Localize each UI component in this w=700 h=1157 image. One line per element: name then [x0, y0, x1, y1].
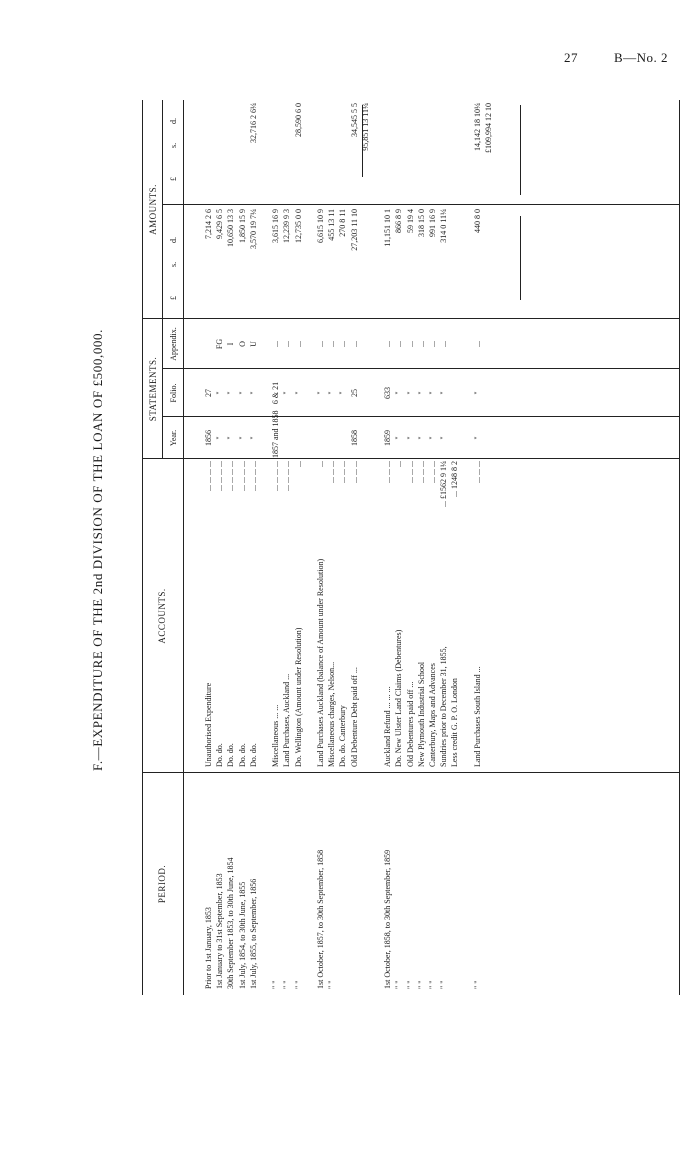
cell-year: 1858: [349, 430, 359, 446]
cell-account: Do. do.: [248, 743, 258, 767]
cell-folio: ": [293, 391, 303, 395]
cell-account: Land Purchases, Auckland ...: [282, 673, 292, 767]
cell-folio: ": [428, 391, 437, 395]
cell-folio: ": [282, 391, 292, 395]
cell-a1: 11,151 10 1: [383, 209, 393, 247]
cell-a1: 59 19 4: [405, 209, 415, 233]
cell-account: Less credit G. P. O. London: [450, 678, 460, 767]
cell-dots: ...: [316, 461, 325, 467]
cell-year: ": [215, 436, 225, 440]
cell-dots: ...: [293, 461, 303, 467]
cell-appendix: ...: [338, 341, 348, 347]
cell-period: " ": [293, 980, 303, 989]
table-row: [371, 100, 382, 995]
cell-account: Auckland Refund ... ... ...: [383, 686, 393, 767]
cell-dots: ... ... ...: [416, 461, 426, 483]
cell-period: Prior to 1st January, 1853: [204, 907, 213, 989]
cell-appendix: ...: [428, 341, 437, 347]
cell-appendix: ...: [472, 341, 482, 347]
cell-a1: 3,570 19 7¼: [248, 209, 258, 249]
cell-folio: ": [472, 391, 482, 395]
cell-account: Old Debentures paid off ...: [405, 681, 415, 767]
table-row: [438, 100, 449, 995]
table-row: [237, 100, 248, 995]
header-shilling-1: s.: [169, 261, 178, 267]
header-accounts: ACCOUNTS.: [157, 588, 167, 644]
cell-appendix: ...: [349, 341, 359, 347]
cell-appendix: ...: [383, 341, 393, 347]
table-row: [416, 100, 427, 995]
cell-year: ": [405, 436, 415, 440]
cell-appendix: ...: [293, 341, 303, 347]
cell-dots: ... ... ...: [472, 461, 482, 483]
cell-a1: 9,429 6 5: [215, 209, 225, 239]
table-row: [281, 100, 292, 995]
cell-a1: 455 13 11: [327, 209, 337, 241]
cell-account: Miscellaneous ... ...: [271, 704, 281, 767]
table-row: [270, 100, 281, 995]
cell-folio: 633: [383, 387, 393, 399]
header-amounts: AMOUNTS.: [148, 184, 158, 235]
cell-folio: ": [215, 391, 225, 395]
cell-period: " ": [416, 980, 426, 989]
cell-dots: ... ... ...: [405, 461, 415, 483]
cell-account: New Plymouth Industrial School: [416, 661, 426, 767]
cell-period: " ": [271, 980, 281, 989]
cell-period: " ": [428, 980, 437, 989]
cell-folio: ": [416, 391, 426, 395]
table-row: [225, 100, 236, 995]
table-row: [461, 100, 472, 995]
cell-a2: 28,590 6 0: [293, 103, 303, 137]
header-period: PERIOD.: [157, 864, 167, 904]
cell-year: ": [416, 436, 426, 440]
cell-dots: ... ... ... ...: [271, 461, 281, 491]
table-row: [315, 100, 326, 995]
table-row: [214, 100, 225, 995]
cell-account: Old Debenture Debt paid off ...: [349, 667, 359, 767]
cell-account: Canterbury, Maps and Advances: [428, 663, 437, 767]
cell-folio: ": [327, 391, 337, 395]
cell-year: ": [472, 436, 482, 440]
table-row: [349, 100, 360, 995]
cell-account: Do. New Ulster Land Claims (Debentures): [394, 629, 404, 767]
cell-account: Do. do.: [226, 743, 236, 767]
table-row: [304, 100, 315, 995]
cell-a2: 32,716 2 6¼: [248, 103, 258, 143]
cell-a2: 14,142 18 10¼: [472, 103, 482, 151]
header-pound-1: £: [169, 296, 178, 300]
cell-year: 1857 and 1858: [271, 410, 281, 458]
cell-a1: 3,615 16 9: [271, 209, 281, 243]
table-row: [483, 100, 494, 995]
cell-folio: ": [394, 391, 404, 395]
table-row: [382, 100, 393, 995]
cell-appendix: ...: [316, 341, 325, 347]
cell-account: Do. do. Canterbury: [338, 705, 348, 767]
cell-folio: ": [338, 391, 348, 395]
rotated-table-page: [90, 100, 700, 1000]
cell-a1: 27,203 11 10: [349, 209, 359, 251]
header-statements: STATEMENTS.: [148, 356, 158, 422]
cell-account: Do. do.: [215, 743, 225, 767]
header-pound-2: £: [169, 177, 178, 181]
cell-a1: 314 0 11¼: [439, 209, 449, 243]
cell-account: Land Purchases South Island ...: [472, 666, 482, 767]
table-row: [337, 100, 348, 995]
cell-dots: ... £1562 9 1¼: [439, 461, 449, 507]
table-row: [472, 100, 483, 995]
cell-account: Land Purchases Auckland (balance of Amount under Resolution): [316, 558, 325, 767]
cell-a1: 12,239 9 3: [282, 209, 292, 243]
cell-period: " ": [327, 980, 337, 989]
cell-period: 1st July, 1854, to 30th June, 1855: [237, 881, 247, 989]
cell-year: ": [439, 436, 449, 440]
cell-folio: ": [226, 391, 236, 395]
cell-period: 1st October, 1858, to 30th September, 1859: [383, 849, 393, 989]
sum-rule-a: [520, 216, 521, 300]
cell-folio: ": [405, 391, 415, 395]
cell-a1: 440 8 0: [472, 209, 482, 233]
cell-account: Miscellaneous charges, Nelson...: [327, 661, 337, 767]
cell-folio: 6 & 21: [271, 381, 281, 405]
cell-a1: 7,214 2 6: [204, 209, 213, 239]
table-row: [259, 100, 270, 995]
cell-period: " ": [405, 980, 415, 989]
expenditure-table: [142, 100, 680, 995]
cell-folio: ": [248, 391, 258, 395]
cell-year: ": [428, 436, 437, 440]
cell-period: " ": [472, 980, 482, 989]
cell-appendix: O: [237, 341, 247, 347]
cell-appendix: U: [248, 341, 258, 347]
cell-dots: ... ... ... ...: [204, 461, 213, 491]
header-folio: Folio.: [169, 383, 178, 403]
sum-rule-b: [520, 105, 521, 195]
cell-dots: ... ... ...: [338, 461, 348, 483]
cell-a2: 34,545 5 5: [349, 103, 359, 137]
cell-appendix: ...: [416, 341, 426, 347]
cell-account: Sundries prior to December 31, 1855,: [439, 646, 449, 767]
cell-dots: ... ... ... ...: [215, 461, 225, 491]
cell-appendix: ...: [327, 341, 337, 347]
cell-year: ": [394, 436, 404, 440]
cell-dots: ... ... ... ...: [248, 461, 258, 491]
table-row: [405, 100, 416, 995]
cell-year: 1856: [204, 430, 213, 446]
cell-period: " ": [282, 980, 292, 989]
cell-a1: 991 16 9: [428, 209, 437, 237]
cell-dots: ... ... ...: [349, 461, 359, 483]
table-row: [248, 100, 259, 995]
cell-period: 1st October, 1857, to 30th September, 1858: [316, 849, 325, 989]
header-year: Year.: [169, 429, 178, 447]
cell-dots: ... ... ...: [428, 461, 437, 483]
cell-dots: ... ... ... ...: [282, 461, 292, 491]
header-pence-1: d.: [169, 237, 178, 243]
table-row: [326, 100, 337, 995]
cell-a1: 12,735 0 0: [293, 209, 303, 243]
cell-a2: £109,994 12 10: [484, 103, 493, 153]
cell-appendix: FG: [215, 338, 225, 350]
table-title: F.—EXPENDITURE OF THE 2nd DIVISION OF THE LOAN OF £500,000.: [90, 329, 105, 771]
cell-year: 1859: [383, 430, 393, 446]
page-number: 27: [564, 50, 578, 65]
cell-a2: 95,851 13 11¼: [360, 103, 370, 151]
table-row: [393, 100, 404, 995]
cell-a1: 866 8 9: [394, 209, 404, 233]
cell-a1: 6,615 10 9: [316, 209, 325, 243]
cell-dots: ... ... ... ...: [226, 461, 236, 491]
cell-period: 1st January to 31st September, 1853: [215, 873, 225, 989]
cell-folio: ": [316, 391, 325, 395]
cell-folio: ": [237, 391, 247, 395]
paper-reference: B—No. 2: [614, 50, 669, 65]
cell-a1: 1,850 15 9: [237, 209, 247, 243]
table-row: [293, 100, 304, 995]
cell-period: " ": [394, 980, 404, 989]
cell-a1: 318 15 0: [416, 209, 426, 237]
cell-appendix: I: [226, 342, 236, 346]
cell-account: Do. Wellington (Amount under Resolution): [293, 627, 303, 767]
cell-account: Do. do.: [237, 743, 247, 767]
cell-year: ": [237, 436, 247, 440]
cell-appendix: ...: [439, 341, 449, 347]
cell-year: ": [248, 436, 258, 440]
cell-dots: ... 1248 8 2: [450, 461, 460, 497]
cell-account: Unauthorised Expenditure: [204, 682, 213, 767]
cell-period: " ": [439, 980, 449, 989]
header-pence-2: d.: [169, 118, 178, 124]
cell-dots: ... ... ...: [383, 461, 393, 483]
cell-appendix: ...: [271, 341, 281, 347]
table-row: [203, 100, 214, 995]
header-appendix: Appendix.: [169, 327, 178, 361]
cell-period: 1st July, 1855, to September, 1856: [248, 878, 258, 989]
cell-appendix: ...: [282, 341, 292, 347]
cell-a1: 270 8 11: [338, 209, 348, 237]
cell-year: ": [226, 436, 236, 440]
table-row: [449, 100, 460, 995]
cell-dots: ... ... ... ...: [237, 461, 247, 491]
cell-a1: 10,650 13 3: [226, 209, 236, 247]
header-rule-bottom: [183, 100, 184, 995]
cell-folio: 25: [349, 389, 359, 397]
cell-dots: ... ... ...: [327, 461, 337, 483]
table-row: [427, 100, 438, 995]
cell-dots: ...: [394, 461, 404, 467]
cell-appendix: ...: [405, 341, 415, 347]
cell-folio: ": [439, 391, 449, 395]
cell-period: 30th September 1853, to 30th June, 1854: [226, 857, 236, 989]
cell-folio: 27: [204, 389, 213, 397]
header-rule-top: [162, 100, 163, 459]
header-shilling-2: s.: [169, 142, 178, 148]
cell-appendix: ...: [394, 341, 404, 347]
table-row: [360, 100, 371, 995]
